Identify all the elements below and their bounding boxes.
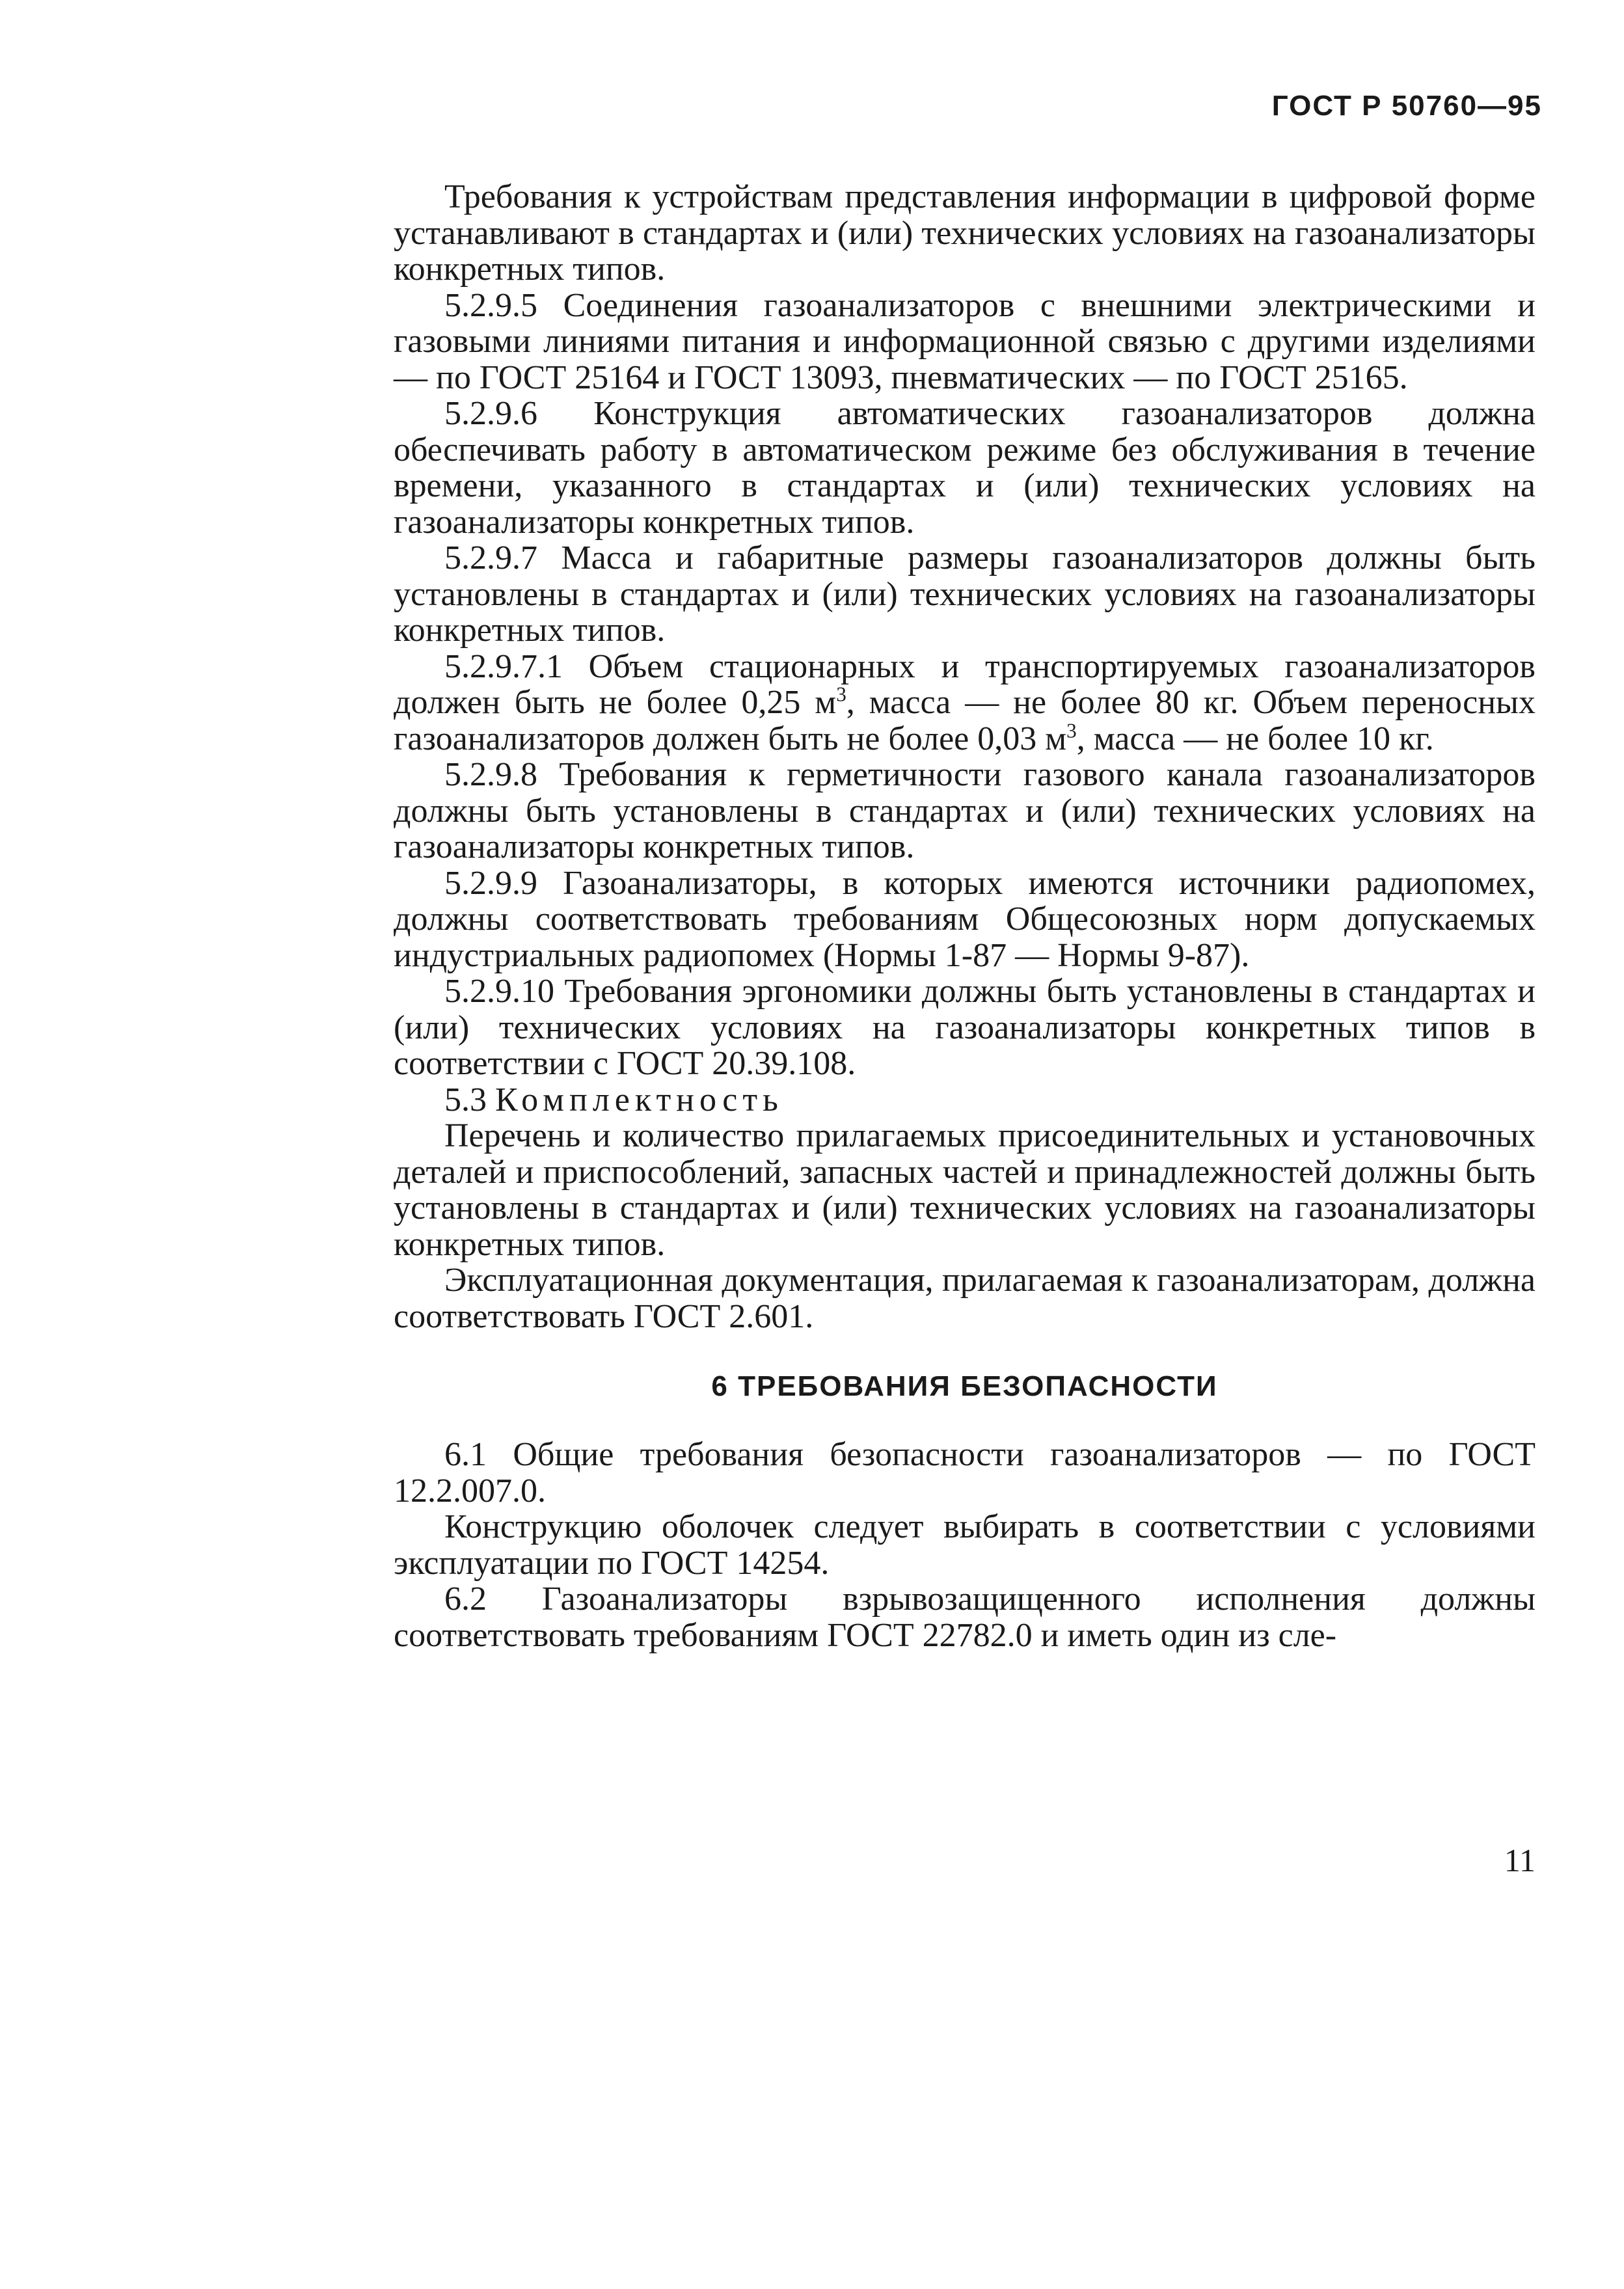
paragraph-5-2-9-7-1-part2: , масса — не более 80 кг. Объем переносных газоанализаторов должен быть не более 0,03 м xyxy=(394,684,1536,757)
document-body xyxy=(394,179,1536,1653)
paragraph-6-1: 6.1 Общие требования безопасности газоанализаторов — по ГОСТ 12.2.007.0. xyxy=(394,1436,1536,1510)
paragraph-5-2-9-7-1-part1: 5.2.9.7.1 Объем стационарных и транспортируемых газоанализаторов должен быть не более 0,25 м xyxy=(394,647,1536,721)
paragraph-5-2-9-10: 5.2.9.10 Требования эргономики должны быть установлены в стандартах и (или) технических условиях на газоанализаторы конкретных типов в соответствии с ГОСТ 20.39.108. xyxy=(394,973,1536,1082)
subsection-5-3-title: Комплектность xyxy=(495,1081,783,1118)
subsection-5-3-heading xyxy=(394,1082,1536,1118)
paragraph-6-2: 6.2 Газоанализаторы взрывозащищенного исполнения должны соответствовать требованиям ГОСТ 22782.0 и иметь один из сле- xyxy=(394,1580,1536,1654)
paragraph-5-2-9-8: 5.2.9.8 Требования к герметичности газового канала газоанализаторов должны быть установлены в стандартах и (или) технических условиях на газоанализаторы конкретных типов. xyxy=(394,756,1536,865)
document-header-code: ГОСТ Р 50760—95 xyxy=(1271,90,1542,122)
superscript-cubic-2: 3 xyxy=(1066,719,1077,742)
paragraph-enclosure-design: Конструкцию оболочек следует выбирать в соответствии с условиями эксплуатации по ГОСТ 14254. xyxy=(394,1508,1536,1582)
superscript-cubic-1: 3 xyxy=(836,683,846,706)
section-6-title: 6 ТРЕБОВАНИЯ БЕЗОПАСНОСТИ xyxy=(711,1370,1218,1402)
paragraph-5-2-9-7-1-part3: , масса — не более 10 кг. xyxy=(1076,720,1434,757)
paragraph-operational-documentation: Эксплуатационная документация, прилагаемая к газоанализаторам, должна соответствовать ГОСТ 2.601. xyxy=(394,1262,1536,1335)
paragraph-5-2-9-9: 5.2.9.9 Газоанализаторы, в которых имеются источники радиопомех, должны соответствовать требованиям Общесоюзных норм допускаемых индустриальных радиопомех (Нормы 1-87 — Нормы 9-87). xyxy=(394,864,1536,974)
paragraph-digital-display-requirements: Требования к устройствам представления информации в цифровой форме устанавливают в стандартах и (или) технических условиях на газоанализаторы конкретных типов. xyxy=(394,178,1536,288)
subsection-5-3-number: 5.3 xyxy=(444,1081,487,1118)
page-number: 11 xyxy=(1504,1842,1536,1878)
paragraph-5-2-9-5: 5.2.9.5 Соединения газоанализаторов с внешними электрическими и газовыми линиями питания и информационной связью с другими изделиями — по ГОСТ 25164 и ГОСТ 13093, пневматических — по ГОСТ 25165. xyxy=(394,286,1536,396)
paragraph-completeness-list: Перечень и количество прилагаемых присоединительных и установочных деталей и приспособлений, запасных частей и принадлежностей должны быть установлены в стандартах и (или) технических условиях на газоанализаторы конкретных типов. xyxy=(394,1117,1536,1263)
paragraph-5-2-9-6: 5.2.9.6 Конструкция автоматических газоанализаторов должна обеспечивать работу в автоматическом режиме без обслуживания в течение времени, указанного в стандартах и (или) технических условиях на газоанализаторы конкретных типов. xyxy=(394,395,1536,541)
paragraph-5-2-9-7: 5.2.9.7 Масса и габаритные размеры газоанализаторов должны быть установлены в стандартах и (или) технических условиях на газоанализаторы конкретных типов. xyxy=(394,539,1536,649)
paragraph-5-2-9-7-1 xyxy=(394,649,1536,757)
